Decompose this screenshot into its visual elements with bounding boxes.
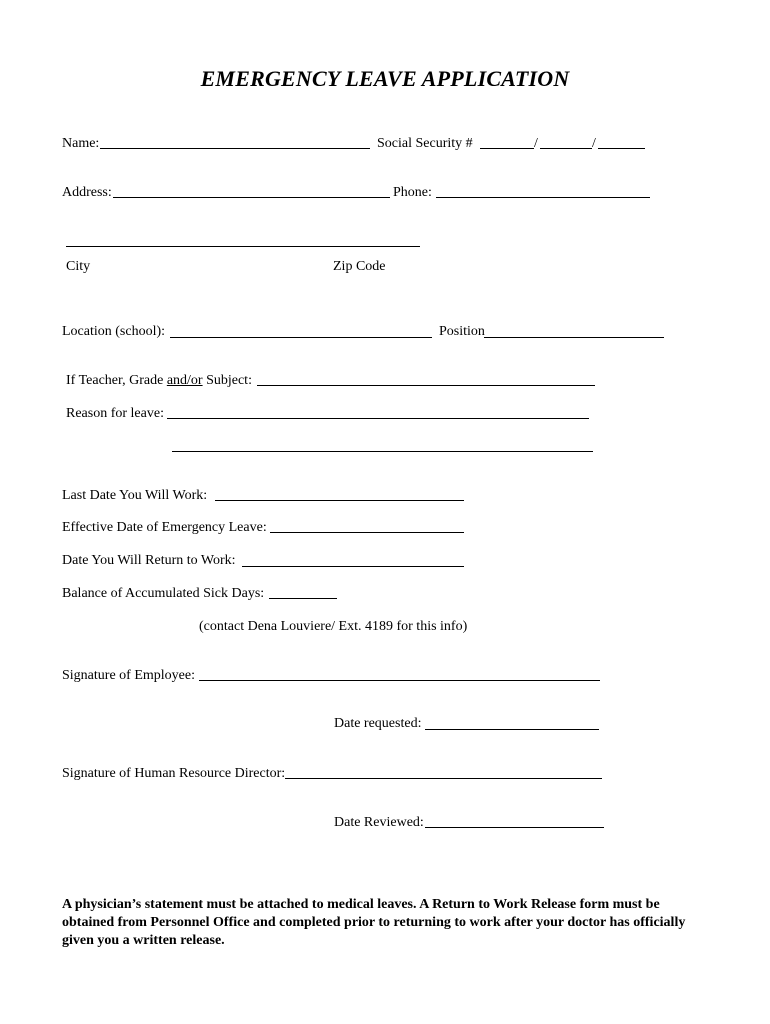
city-label: City [66, 259, 91, 274]
footnote: A physician’s statement must be attached to medical leaves. A Return to Work Release form must be obtained from Personnel Office and completed prior to returning to work after your doctor has officially given you a written release. [62, 897, 686, 948]
return-date-field[interactable] [242, 566, 464, 567]
ssn-separator: / [534, 136, 538, 151]
ssn-field-part3[interactable] [598, 148, 645, 149]
employee-signature-label: Signature of Employee: [62, 668, 195, 683]
date-reviewed-label: Date Reviewed: [334, 815, 424, 830]
sick-days-field[interactable] [269, 598, 337, 599]
date-requested-field[interactable] [425, 729, 599, 730]
contact-note: (contact Dena Louviere/ Ext. 4189 for this info) [199, 619, 468, 634]
last-date-label: Last Date You Will Work: [62, 488, 208, 503]
ssn-label: Social Security # [377, 136, 473, 151]
date-reviewed-field[interactable] [425, 827, 604, 828]
city-zip-field[interactable] [66, 246, 420, 247]
effective-date-field[interactable] [270, 532, 464, 533]
position-label: Position [439, 324, 485, 339]
address-field[interactable] [113, 197, 390, 198]
position-field[interactable] [484, 337, 664, 338]
phone-label: Phone: [393, 185, 432, 200]
location-label: Location (school): [62, 324, 166, 339]
name-field[interactable] [100, 148, 370, 149]
ssn-separator: / [592, 136, 596, 151]
zip-code-label: Zip Code [333, 259, 386, 274]
teacher-grade-subject-label: If Teacher, Grade and/or Subject: [66, 373, 252, 388]
hr-signature-field[interactable] [285, 778, 602, 779]
sick-days-label: Balance of Accumulated Sick Days: [62, 586, 265, 601]
reason-field-line2[interactable] [172, 451, 593, 452]
last-date-field[interactable] [215, 500, 464, 501]
employee-signature-field[interactable] [199, 680, 600, 681]
form-title: EMERGENCY LEAVE APPLICATION [200, 66, 570, 91]
ssn-field-part1[interactable] [480, 148, 534, 149]
teacher-grade-subject-field[interactable] [257, 385, 595, 386]
date-requested-label: Date requested: [334, 716, 422, 731]
name-label: Name: [62, 136, 100, 151]
effective-date-label: Effective Date of Emergency Leave: [62, 520, 267, 535]
location-field[interactable] [170, 337, 432, 338]
return-date-label: Date You Will Return to Work: [62, 553, 236, 568]
reason-field-line1[interactable] [167, 418, 589, 419]
reason-label: Reason for leave: [66, 406, 164, 421]
phone-field[interactable] [436, 197, 650, 198]
ssn-field-part2[interactable] [540, 148, 592, 149]
hr-signature-label: Signature of Human Resource Director: [62, 766, 286, 781]
address-label: Address: [62, 185, 112, 200]
